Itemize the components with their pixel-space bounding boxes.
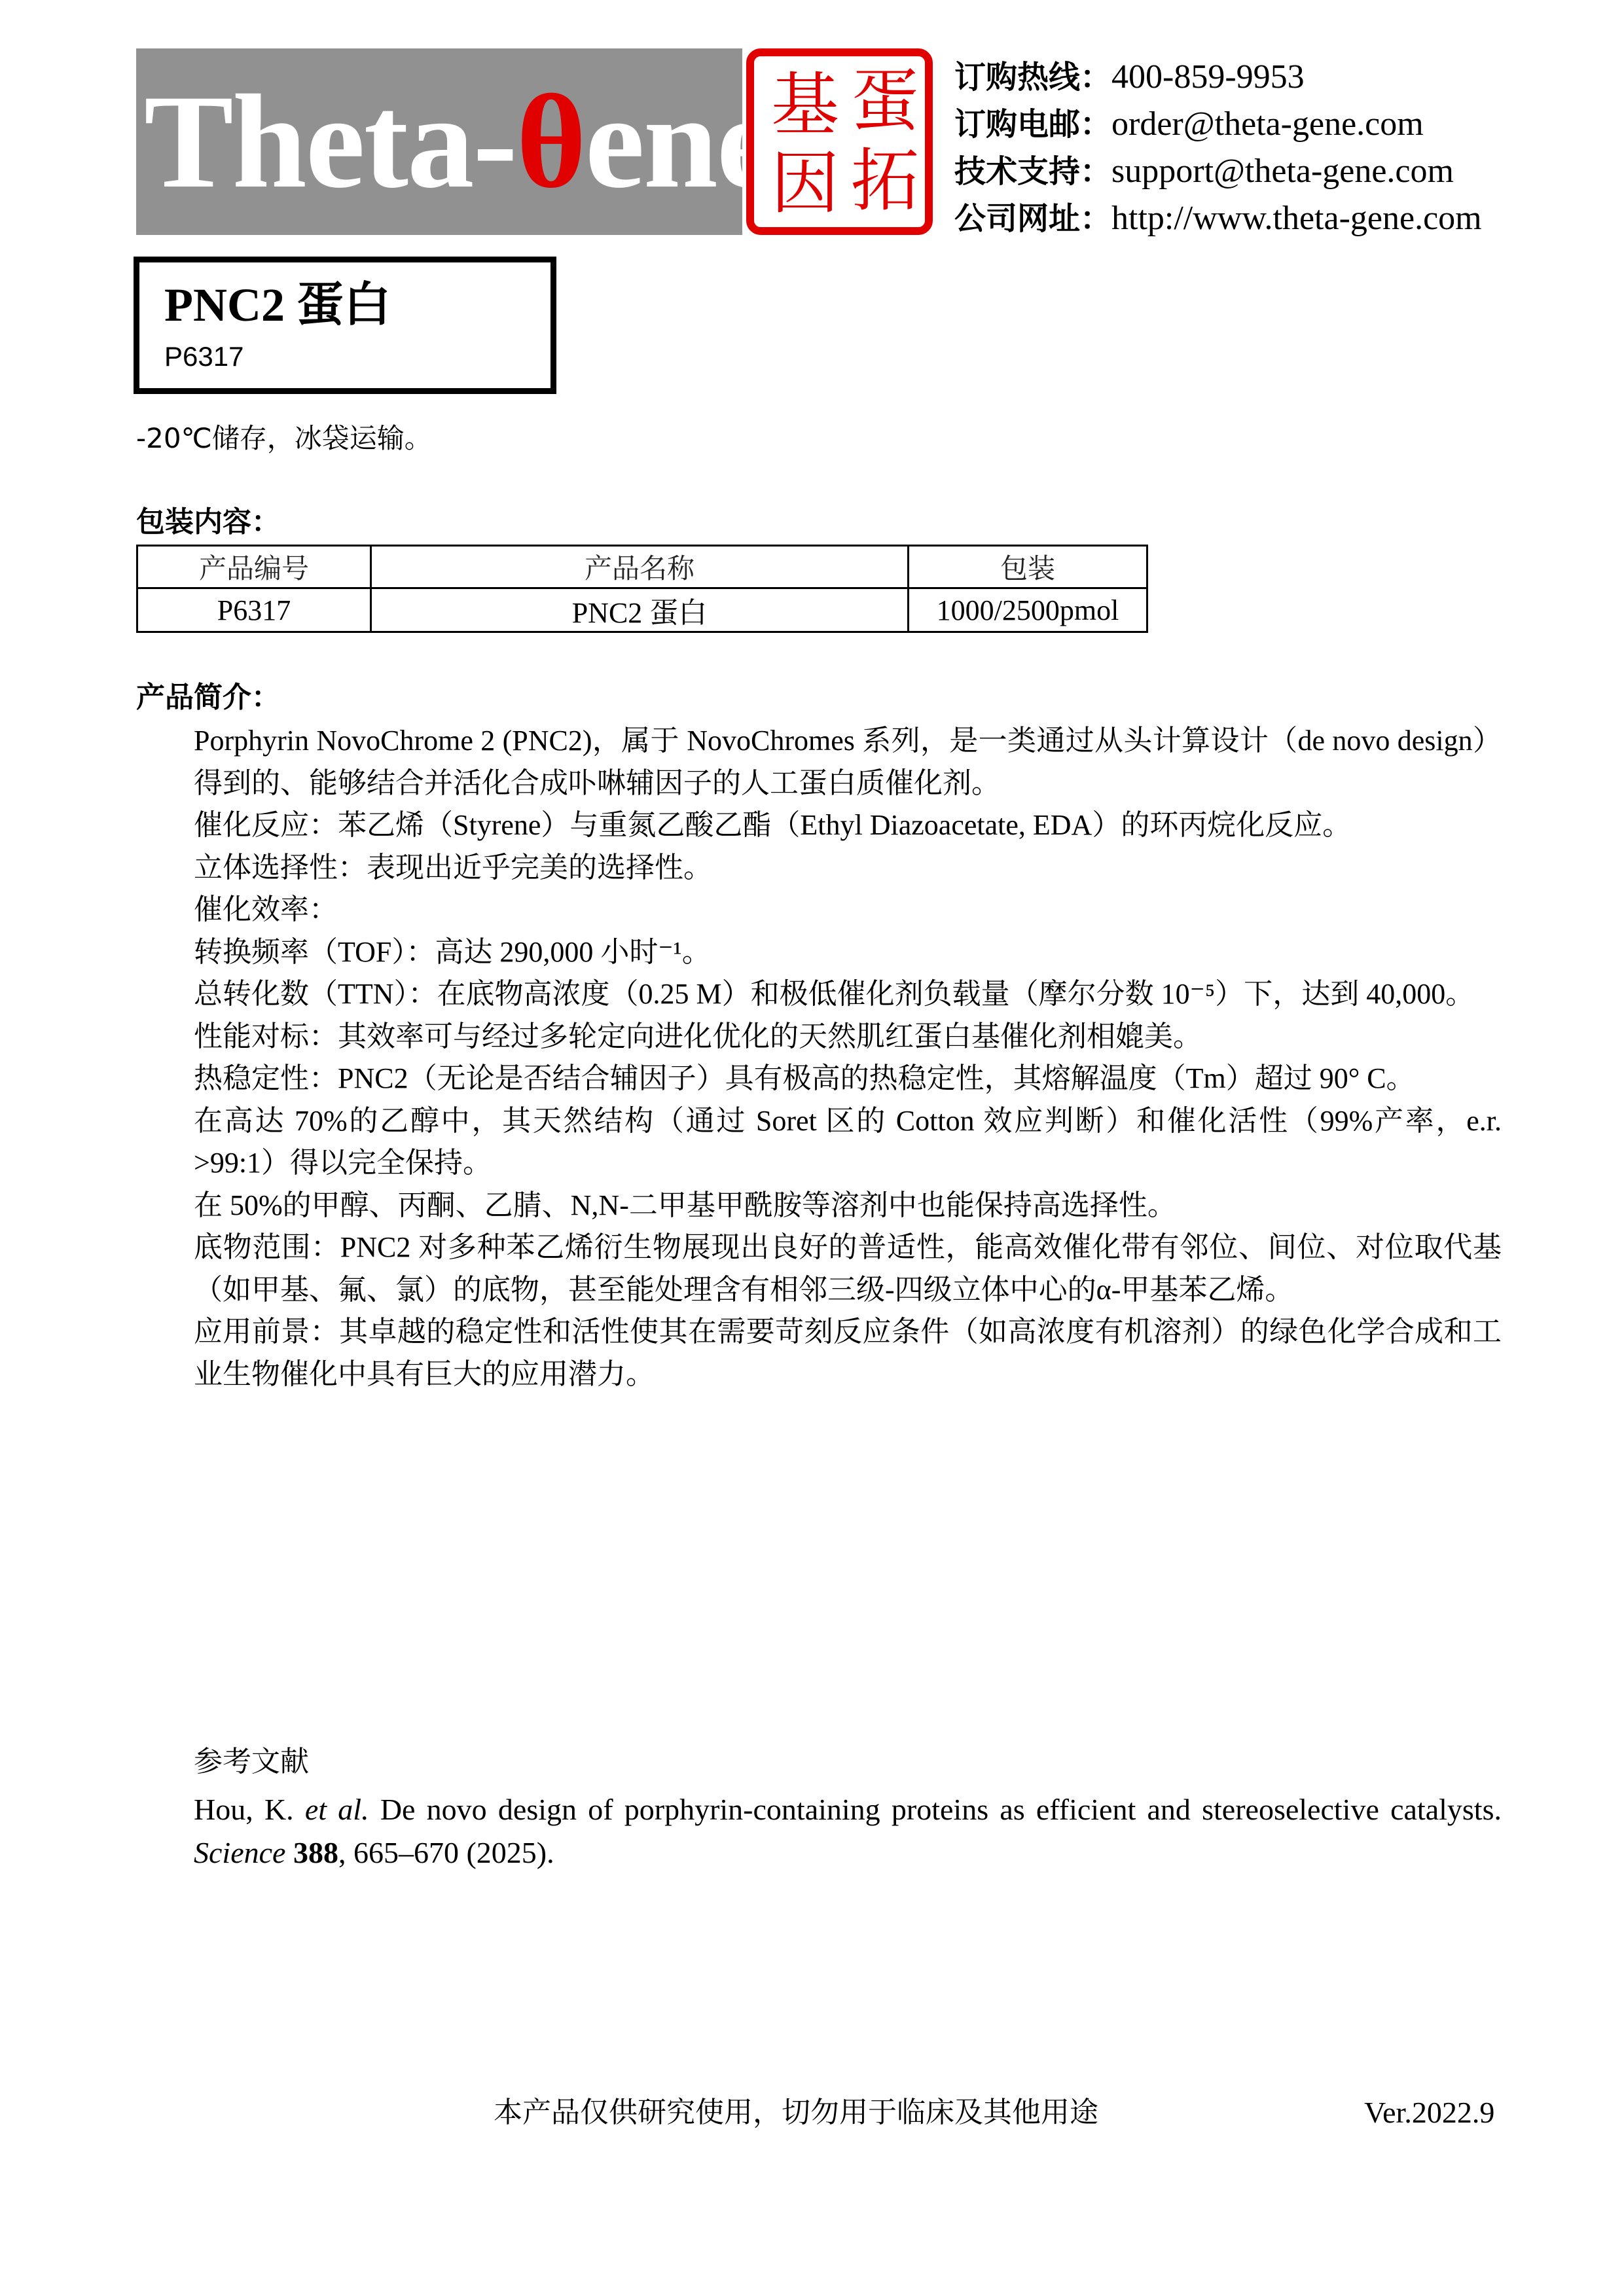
- intro-paragraph: 立体选择性：表现出近乎完美的选择性。: [194, 851, 712, 884]
- intro-paragraph: 总转化数（TTN）：在底物高浓度（0.25 M）和极低催化剂负载量（摩尔分数 10⁻⁵）下，达到 40,000。: [194, 978, 1475, 1010]
- contact-value[interactable]: order@theta-gene.com: [1111, 105, 1424, 143]
- intro-paragraph: 转换频率（TOF）：高达 290,000 小时⁻¹。: [194, 935, 711, 968]
- contact-label: 订购电邮：: [954, 106, 1112, 143]
- contact-value: 400-859-9953: [1111, 58, 1305, 96]
- product-title-en: PNC2: [164, 279, 285, 331]
- packaging-table: [136, 545, 1148, 633]
- contact-support: [954, 148, 1482, 195]
- seal-char: 蛋: [850, 61, 919, 141]
- intro-paragraph: 热稳定性：PNC2（无论是否结合辅因子）具有极高的热稳定性，其熔解温度（Tm）超过 90° C。: [194, 1062, 1415, 1094]
- table-header-row: [137, 546, 1147, 588]
- contact-label: 技术支持：: [954, 153, 1112, 190]
- intro-paragraph: 在高达 70%的乙醇中，其天然结构（通过 Soret 区的 Cotton 效应判断）和催化活性（99%产率，e.r. >99:1）得以完全保持。: [194, 1104, 1502, 1179]
- seal-char: 拓: [850, 141, 919, 221]
- table-header-cell: 产品编号: [137, 546, 371, 588]
- logo-text: [144, 67, 775, 216]
- logo-prefix: Theta-: [144, 67, 516, 216]
- product-code: P6317: [164, 341, 244, 372]
- intro-body: [194, 720, 1502, 1395]
- intro-paragraph: 催化效率：: [194, 893, 338, 925]
- table-cell: P6317: [137, 588, 371, 632]
- product-title: [164, 278, 391, 331]
- intro-paragraph: 应用前景：其卓越的稳定性和活性使其在需要苛刻反应条件（如高浓度有机溶剂）的绿色化学合成和工业生物催化中具有巨大的应用潜力。: [194, 1316, 1502, 1390]
- contact-value[interactable]: support@theta-gene.com: [1111, 152, 1454, 190]
- contact-value[interactable]: http://www.theta-gene.com: [1111, 200, 1482, 237]
- ref-journal: Science: [194, 1836, 286, 1869]
- contact-label: 订购热线：: [954, 59, 1112, 96]
- ref-authors: Hou, K.: [194, 1793, 305, 1826]
- contact-label: 公司网址：: [954, 200, 1112, 237]
- product-title-box: [134, 257, 556, 394]
- product-title-cn: 蛋白: [296, 277, 391, 332]
- logo-theta: θ: [516, 67, 585, 216]
- contact-website: [954, 195, 1482, 242]
- table-cell: 1000/2500pmol: [909, 588, 1147, 632]
- intro-paragraph: 在 50%的甲醇、丙酮、乙腈、N,N-二甲基甲酰胺等溶剂中也能保持高选择性。: [194, 1189, 1176, 1221]
- seal-char: 基: [770, 65, 839, 145]
- contact-info: [954, 54, 1482, 242]
- ref-et-al: et al.: [304, 1793, 369, 1826]
- footer-disclaimer: 本产品仅供研究使用，切勿用于临床及其他用途: [494, 2096, 1098, 2129]
- table-header-cell: 产品名称: [371, 546, 909, 588]
- ref-volume: 388: [293, 1836, 338, 1869]
- logo-banner: [136, 48, 775, 235]
- intro-paragraph: 催化反应：苯乙烯（Styrene）与重氮乙酸乙酯（Ethyl Diazoacetate, EDA）的环丙烷化反应。: [194, 809, 1352, 841]
- contact-hotline: [954, 54, 1482, 101]
- footer-version: Ver.2022.9: [1364, 2096, 1495, 2129]
- contact-email: [954, 101, 1482, 148]
- intro-paragraph: 性能对标：其效率可与经过多轮定向进化优化的天然肌红蛋白基催化剂相媲美。: [194, 1020, 1202, 1052]
- table-row: [137, 588, 1147, 632]
- packaging-heading: 包装内容：: [136, 505, 280, 539]
- table-header-cell: 包装: [909, 546, 1147, 588]
- intro-paragraph: Porphyrin NovoChrome 2 (PNC2)，属于 NovoChromes 系列，是一类通过从头计算设计（de novo design）得到的、能够结合并活化合成卟啉辅因子的人工蛋白质催化剂。: [194, 725, 1502, 799]
- ref-pages: , 665–670 (2025).: [338, 1836, 554, 1869]
- seal-char: 因: [770, 143, 839, 223]
- reference-entry: [194, 1788, 1502, 1874]
- logo-suffix: ene: [585, 67, 775, 216]
- company-seal: [746, 48, 933, 235]
- intro-paragraph: 底物范围：PNC2 对多种苯乙烯衍生物展现出良好的普适性，能高效催化带有邻位、间位、对位取代基（如甲基、氟、氯）的底物，甚至能处理含有相邻三级-四级立体中心的α-甲基苯乙烯。: [194, 1231, 1502, 1306]
- ref-title: De novo design of porphyrin-containing proteins as efficient and stereoselective catalysts.: [369, 1793, 1502, 1826]
- storage-note: -20℃储存，冰袋运输。: [136, 422, 432, 454]
- table-cell: PNC2 蛋白: [371, 588, 909, 632]
- reference-heading: 参考文献: [194, 1745, 309, 1778]
- intro-heading: 产品简介：: [136, 681, 280, 714]
